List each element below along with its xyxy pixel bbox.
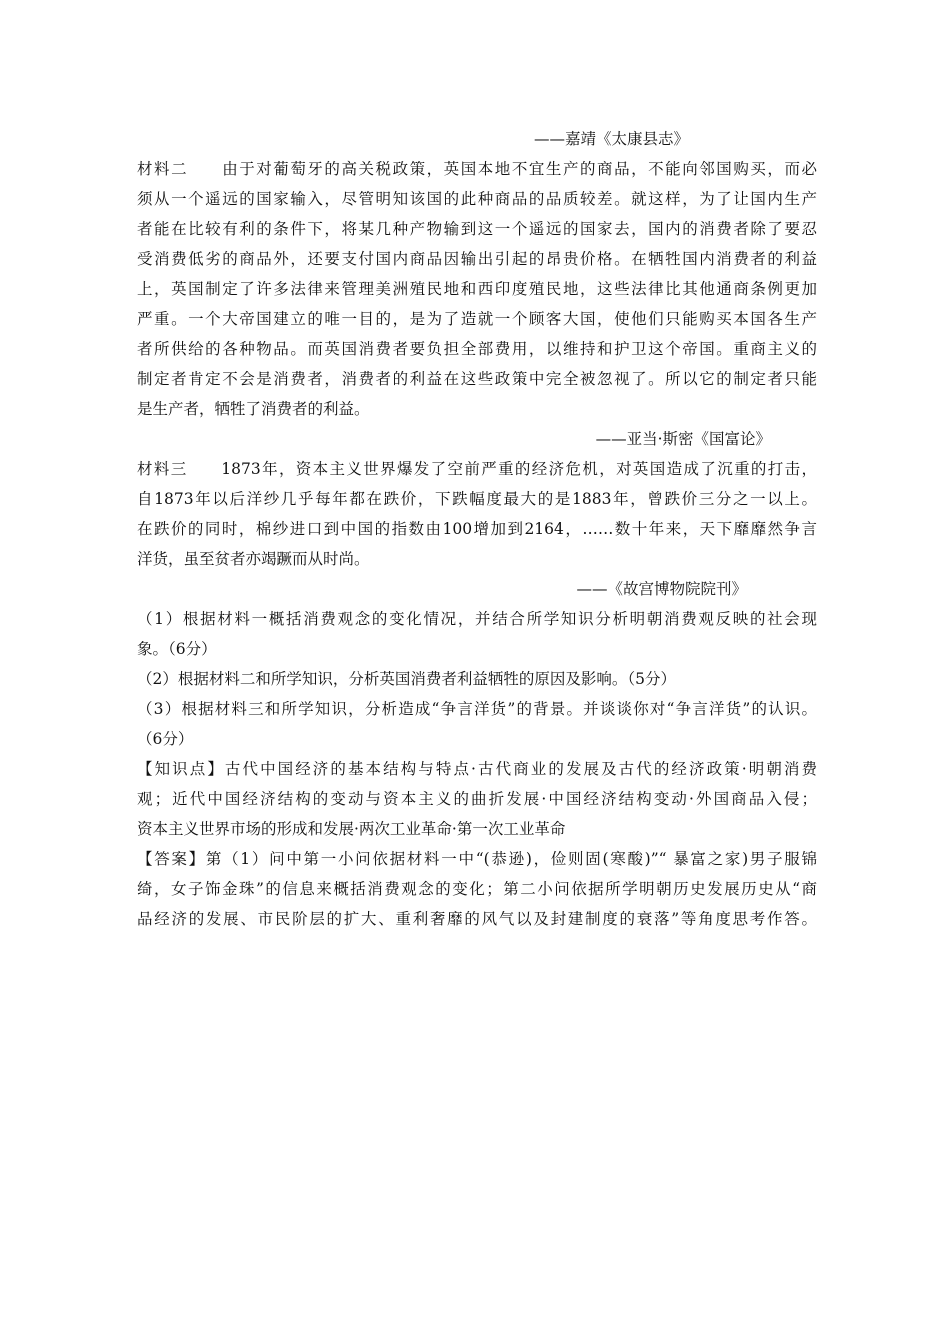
material-2-line: 上，英国制定了许多法律来管理美洲殖民地和西印度殖民地，这些法律比其他通商条例更加: [137, 280, 817, 298]
knowledge-line: 资本主义世界市场的形成和发展·两次工业革命·第一次工业革命: [137, 820, 566, 838]
material-2: [137, 154, 817, 454]
material-3-line: 自1873年以后洋纱几乎每年都在跌价，下跌幅度最大的是1883年，曾跌价三分之一以上。: [137, 490, 817, 508]
material-3-line: 洋货，虽至贫者亦竭蹶而从时尚。: [137, 550, 370, 568]
answer: [137, 844, 817, 934]
source-1: ——嘉靖《太康县志》: [533, 130, 689, 148]
material-2-source: ——亚当·斯密《国富论》: [595, 430, 771, 448]
material-3-line: 在跌价的同时，棉纱进口到中国的指数由100增加到2164，……数十年来，天下靡靡然争言: [137, 520, 817, 538]
material-3: [137, 454, 817, 604]
question-3-cont: （6分）: [137, 730, 194, 748]
answer-line: 绮，女子饰金珠”的信息来概括消费观念的变化；第二小问依据所学明朝历史发展历史从“商: [137, 880, 817, 898]
knowledge-line: 【知识点】古代中国经济的基本结构与特点·古代商业的发展及古代的经济政策·明朝消费: [137, 760, 817, 778]
knowledge-points: [137, 754, 817, 844]
material-2-line: 材料二 由于对葡萄牙的高关税政策，英国本地不宜生产的商品，不能向邻国购买，而必: [137, 160, 817, 178]
material-2-line: 者能在比较有利的条件下，将某几种产物输到这一个遥远的国家去，国内的消费者除了要忍: [137, 220, 817, 238]
material-3-source: ——《故宫博物院院刊》: [576, 580, 747, 598]
answer-line: 品经济的发展、市民阶层的扩大、重利奢靡的风气以及封建制度的衰落”等角度思考作答。: [137, 910, 817, 928]
material-2-line: 是生产者，牺牲了消费者的利益。: [137, 400, 370, 418]
material-2-line: 须从一个遥远的国家输入，尽管明知该国的此种商品的品质较差。就这样，为了让国内生产: [137, 190, 817, 208]
document-body: [137, 124, 817, 934]
answer-line: 【答案】第（1）问中第一小问依据材料一中“(恭逊)，俭则固(寒酸)”“ 暴富之家)男子服锦: [137, 850, 817, 868]
material-2-line: 者所供给的各种物品。而英国消费者要负担全部费用，以维持和护卫这个帝国。重商主义的: [137, 340, 817, 358]
material-2-line: 严重。一个大帝国建立的唯一目的，是为了造就一个顾客大国，使他们只能购买本国各生产: [137, 310, 817, 328]
question-3: （3）根据材料三和所学知识，分析造成“争言洋货”的背景。并谈谈你对“争言洋货”的认识。: [137, 700, 817, 718]
knowledge-line: 观；近代中国经济结构的变动与资本主义的曲折发展·中国经济结构变动·外国商品入侵；: [137, 790, 817, 808]
question-1: （1）根据材料一概括消费观念的变化情况，并结合所学知识分析明朝消费观反映的社会现: [137, 610, 817, 628]
questions: [137, 604, 817, 754]
material-2-line: 受消费低劣的商品外，还要支付国内商品因输出引起的昂贵价格。在牺牲国内消费者的利益: [137, 250, 817, 268]
question-2: （2）根据材料二和所学知识，分析英国消费者利益牺牲的原因及影响。（5分）: [137, 670, 676, 688]
question-1-cont: 象。（6分）: [137, 640, 217, 658]
material-2-line: 制定者肯定不会是消费者，消费者的利益在这些政策中完全被忽视了。所以它的制定者只能: [137, 370, 817, 388]
material-3-line: 材料三 1873年，资本主义世界爆发了空前严重的经济危机，对英国造成了沉重的打击，: [137, 460, 817, 478]
